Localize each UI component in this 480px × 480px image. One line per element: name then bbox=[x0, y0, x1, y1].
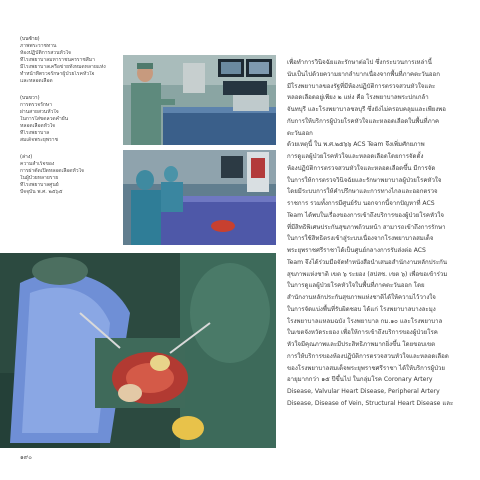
caption-line: และหลอดเลือด bbox=[20, 78, 53, 84]
caption-top-left bbox=[20, 36, 120, 85]
body-line: Disease, Valvular Heart Disease, Peripheral Artery bbox=[287, 388, 440, 395]
body-line: พระยุพราชศรีราชาได้เป็นศูนย์กลางการรับส่งต่อ ACS bbox=[287, 247, 426, 254]
body-line: ในการจัดแบ่งพื้นที่รับผิดชอบ ได้แก่ โรงพยาบาลบางละมุง bbox=[287, 305, 436, 313]
caption-line: สมเด็จพระยุพราช bbox=[20, 137, 59, 143]
body-line: ตะวันออก bbox=[287, 129, 313, 137]
caption-line: การตรวจรักษา bbox=[20, 102, 53, 108]
body-line: จันทบุรี และโรงพยาบาลชลบุรี ซึ่งยังไม่ครอบคลุมและเพียงพอ bbox=[287, 106, 446, 113]
body-line: กับการให้บริการผู้ป่วยโรคหัวใจและหลอดเลือดในพื้นที่ภาค bbox=[287, 117, 440, 125]
article-body bbox=[287, 57, 463, 410]
caption-line: ผ่านสายสวนหัวใจ bbox=[20, 109, 59, 115]
cath-lab-photo bbox=[123, 55, 276, 145]
caption-column bbox=[20, 36, 120, 206]
body-line: ในการดูแลผู้ป่วยโรคหัวใจในพื้นที่ภาคตะวันออก โดย bbox=[287, 282, 425, 290]
body-line: มีโรงพยาบาลของรัฐที่มีห้องปฏิบัติการตรวจสวนหัวใจและ bbox=[287, 82, 436, 90]
caption-line: ในผู้ป่วยหลายราย bbox=[20, 175, 59, 181]
caption-line: (บนซ้าย) bbox=[20, 36, 40, 42]
caption-line: ที่โรงพยาบาลศูนย์ bbox=[20, 182, 59, 188]
body-line: Team ได้พบในเรื่องของการเข้าถึงบริการของผู้ป่วยโรคหัวใจ bbox=[287, 211, 444, 219]
body-line: สุขภาพแห่งชาติ เขต ๖ ระยอง (สปสช. เขต ๖) เพื่อขอเข้าร่วม bbox=[287, 270, 448, 278]
body-line: โดยมีระบบการให้คำปรึกษาและการทางไกลและออกตรวจ bbox=[287, 188, 438, 196]
body-line: โรงพยาบาลแหลมฉบัง โรงพยาบาล กม.๑๐ และโรงพยาบาล bbox=[287, 317, 443, 325]
body-line: ในเขตจังหวัดระยอง เพื่อให้การเข้าถึงบริการของผู้ป่วยโรค bbox=[287, 329, 438, 337]
caption-line: ที่โรงพยาบาล bbox=[20, 130, 50, 136]
body-line: ในการใช้สิทธิตรงเข้าสู่ระบบเนื่องจากโรงพยาบาลสมเด็จ bbox=[287, 235, 434, 243]
body-line: ด้วยเหตุนี้ ใน พ.ศ.๒๕๖๖ ACS Team จึงเพิ่มศักยภาพ bbox=[287, 141, 425, 149]
body-line: ห้องปฏิบัติการตรวจสวนหัวใจและหลอดเลือดขึ้น มีการจัด bbox=[287, 164, 436, 172]
body-line: ราชการ รวมทั้งการมีศูนย์รับ นอกจากนี้จากปัญหาที่ ACS bbox=[287, 200, 435, 207]
body-line: Team จึงได้ร่วมมือจัดทำหนังสือนำเสนอสำนักงานหลักประกัน bbox=[287, 258, 447, 266]
heart-surgery-photo bbox=[0, 253, 276, 448]
caption-line: ปัจจุบัน พ.ศ. ๒๕๖๕ bbox=[20, 189, 63, 195]
page-number: ๑๙๐ bbox=[20, 454, 32, 461]
body-line: หัวใจมีคุณภาพและมีประสิทธิภาพมากยิ่งขึ้น โดยขอบเขต bbox=[287, 341, 436, 348]
body-line: หลอดเลือดอยู่เพียง ๒ แห่ง คือ โรงพยาบาลพระปกเกล้า bbox=[287, 94, 429, 102]
caption-line: หลอดเลือดหัวใจ bbox=[20, 123, 56, 129]
body-line: ที่มีสิทธิพิเศษประกันสุขภาพถ้วนหน้า สามารถเข้าถึงการรักษา bbox=[287, 223, 446, 231]
caption-line: มีโรงพยาบาลเครือข่ายทั้งหมดหลายแห่ง bbox=[20, 64, 106, 70]
caption-line: ภาพพระราชทาน bbox=[20, 43, 57, 49]
caption-bottom bbox=[20, 154, 120, 196]
caption-line: ในการใส่ขดลวดค้ำยัน bbox=[20, 116, 69, 122]
caption-line: (ล่าง) bbox=[20, 154, 33, 160]
body-line: นับเป็นไปด้วยความยากลำบากเนื่องจากพื้นที่ภาคตะวันออก bbox=[287, 70, 440, 78]
body-line: การดูแลผู้ป่วยโรคหัวใจและหลอดเลือดโดยการจัดตั้ง bbox=[287, 153, 424, 160]
body-line: Disease, Disease of Vein, Structural Heart Disease และ bbox=[287, 399, 454, 407]
caption-line: (บนขวา) bbox=[20, 95, 40, 101]
caption-line: ที่โรงพยาบาลมหาราชนครราชสีมา bbox=[20, 57, 95, 63]
caption-line: ทำหน้าที่ตรวจรักษาผู้ป่วยโรคหัวใจ bbox=[20, 71, 95, 77]
body-line: อายุมากกว่า ๑๕ ปีขึ้นไป ในกลุ่มโรค Coronary Artery bbox=[287, 376, 433, 384]
body-line: ของโรงพยาบาลสมเด็จพระยุพราชศรีราชา ได้ให้บริการผู้ป่วย bbox=[287, 364, 445, 372]
caption-line: ความสำเร็จของ bbox=[20, 161, 55, 167]
caption-line: ห้องปฏิบัติการสวนหัวใจ bbox=[20, 50, 71, 56]
caption-line: การผ่าตัดเปิดหลอดเลือดหัวใจ bbox=[20, 168, 84, 174]
body-line: เพื่อทำการวินิจฉัยและรักษาต่อไป ซึ่งกระบวนการเหล่านี้ bbox=[287, 59, 432, 66]
catheter-team-photo bbox=[123, 150, 276, 245]
body-line: ในการให้การตรวจวินิจฉัยและรักษาพยาบาลผู้ป่วยโรคหัวใจ bbox=[287, 176, 442, 184]
caption-top-right bbox=[20, 95, 120, 144]
body-line: การให้บริการของห้องปฏิบัติการตรวจสวนหัวใจและหลอดเลือด bbox=[287, 352, 449, 360]
body-line: สำนักงานหลักประกันสุขภาพแห่งชาติได้ให้ความไว้วางใจ bbox=[287, 294, 436, 301]
